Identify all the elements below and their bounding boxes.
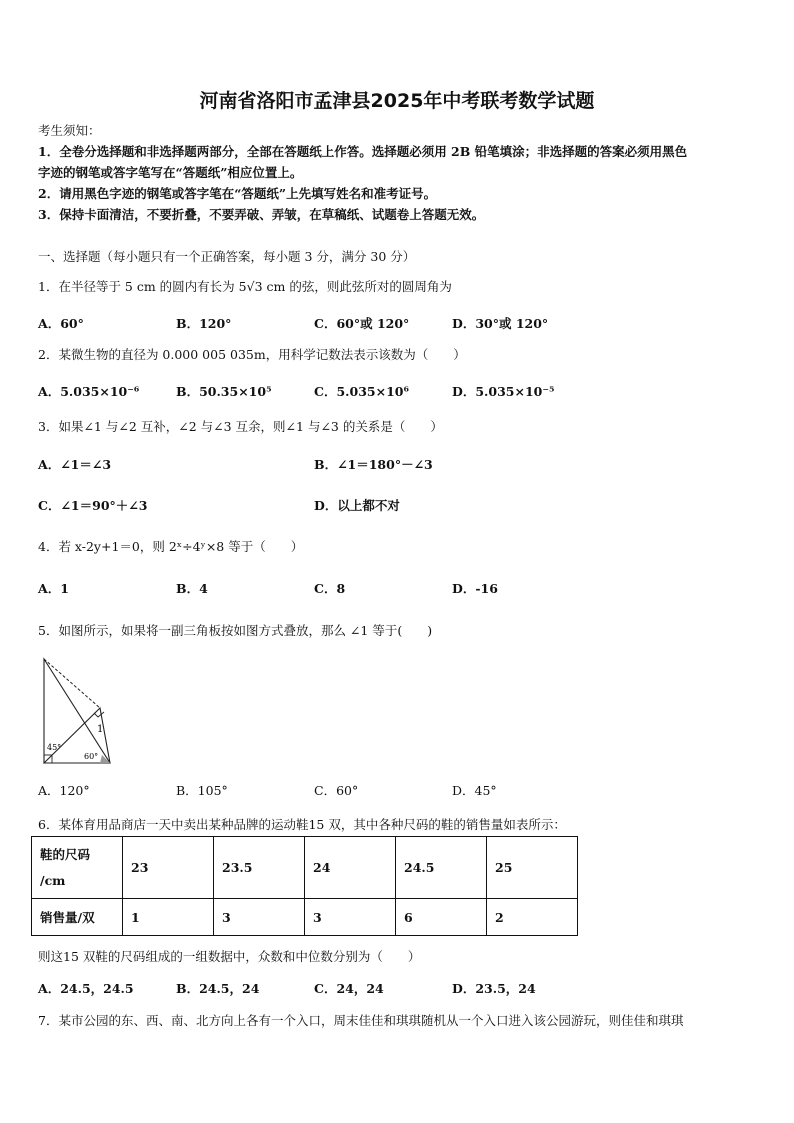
- size-header-cell: [32, 837, 123, 899]
- q2-option-d: D．5.035×10⁻⁵: [452, 384, 555, 399]
- size-cell: 23: [123, 837, 214, 899]
- angle-45-label: 45°: [47, 743, 62, 752]
- q4-option-a: A．1: [38, 581, 69, 596]
- count-header-cell: 销售量/双: [32, 899, 123, 936]
- dashed-line: [44, 659, 100, 708]
- angle-60-label: 60°: [84, 752, 99, 761]
- q4-option-b: B．4: [176, 581, 208, 596]
- notice-heading: 考生须知：: [38, 123, 101, 138]
- size-cell: 24: [305, 837, 396, 899]
- sales-table: [31, 836, 578, 936]
- triangle-set-figure: [38, 655, 118, 767]
- question-6-followup: 则这15 双鞋的尺码组成的一组数据中，众数和中位数分别为（ ）: [38, 949, 421, 964]
- triangle-60: [44, 708, 110, 763]
- notice-item-1-cont: 字迹的钢笔或答字笔写在“答题纸”相应位置上。: [38, 165, 303, 180]
- q5-option-a: A．120°: [38, 783, 90, 798]
- table-row-counts: [32, 899, 578, 936]
- q5-option-b: B．105°: [176, 783, 228, 798]
- size-cell: 24.5: [396, 837, 487, 899]
- q1-option-a: A．60°: [38, 316, 84, 331]
- size-header-line1: 鞋的尺码: [40, 846, 91, 862]
- count-cell: 1: [123, 899, 214, 936]
- question-3-stem: 3．如果∠1 与∠2 互补，∠2 与∠3 互余，则∠1 与∠3 的关系是（ ）: [38, 419, 443, 434]
- notice-item-3: 3．保持卡面清洁，不要折叠，不要弄破、弄皱，在草稿纸、试题卷上答题无效。: [38, 207, 485, 222]
- q4-option-c: C．8: [314, 581, 346, 596]
- size-cell: 25: [487, 837, 578, 899]
- q1-option-b: B．120°: [176, 316, 232, 331]
- table-row-sizes: [32, 837, 578, 899]
- count-cell: 3: [305, 899, 396, 936]
- question-6-stem: 6．某体育用品商店一天中卖出某种品牌的运动鞋15 双，其中各种尺码的鞋的销售量如表所示：: [38, 817, 566, 832]
- count-cell: 3: [214, 899, 305, 936]
- page-title: 河南省洛阳市孟津县2025年中考联考数学试题: [199, 90, 595, 112]
- q5-option-c: C．60°: [314, 783, 359, 798]
- q2-option-b: B．50.35×10⁵: [176, 384, 272, 399]
- q2-option-a: A．5.035×10⁻⁶: [38, 384, 140, 399]
- angle-1-label: 1: [97, 724, 104, 735]
- q1-option-d: D．30°或 120°: [452, 316, 549, 331]
- q3-option-b: B．∠1＝180°－∠3: [314, 457, 433, 472]
- question-1-stem: 1．在半径等于 5 cm 的圆内有长为 5√3 cm 的弦，则此弦所对的圆周角为: [38, 279, 452, 294]
- q3-option-a: A．∠1＝∠3: [38, 457, 112, 472]
- question-7-stem: 7．某市公园的东、西、南、北方向上各有一个入口，周末佳佳和琪琪随机从一个入口进入该公园游玩，则佳佳和琪琪: [38, 1013, 684, 1028]
- q6-option-c: C．24，24: [314, 981, 384, 996]
- q1-option-c: C．60°或 120°: [314, 316, 410, 331]
- q6-option-b: B．24.5，24: [176, 981, 260, 996]
- q5-option-d: D．45°: [452, 783, 497, 798]
- q6-option-a: A．24.5，24.5: [38, 981, 134, 996]
- notice-item-1: 1．全卷分选择题和非选择题两部分，全部在答题纸上作答。选择题必须用 2B 铅笔填涂；非选择题的答案必须用黑色: [38, 144, 688, 159]
- question-4-stem: 4．若 x-2y+1＝0，则 2ˣ÷4ʸ×8 等于（ ）: [38, 539, 304, 554]
- question-5-stem: 5．如图所示，如果将一副三角板按如图方式叠放，那么 ∠1 等于( ): [38, 623, 433, 638]
- count-cell: 2: [487, 899, 578, 936]
- count-cell: 6: [396, 899, 487, 936]
- notice-item-2: 2．请用黑色字迹的钢笔或答字笔在“答题纸”上先填写姓名和准考证号。: [38, 186, 437, 201]
- q3-option-c: C．∠1＝90°＋∠3: [38, 498, 148, 513]
- q2-option-c: C．5.035×10⁶: [314, 384, 409, 399]
- q4-option-d: D．-16: [452, 581, 498, 596]
- question-2-stem: 2．某微生物的直径为 0.000 005 035m，用科学记数法表示该数为（ ）: [38, 347, 466, 362]
- q3-option-d: D．以上都不对: [314, 498, 400, 513]
- section-heading: 一、选择题（每小题只有一个正确答案，每小题 3 分，满分 30 分）: [38, 249, 416, 264]
- q6-option-d: D．23.5，24: [452, 981, 536, 996]
- size-cell: 23.5: [214, 837, 305, 899]
- size-header-line2: /cm: [40, 872, 66, 888]
